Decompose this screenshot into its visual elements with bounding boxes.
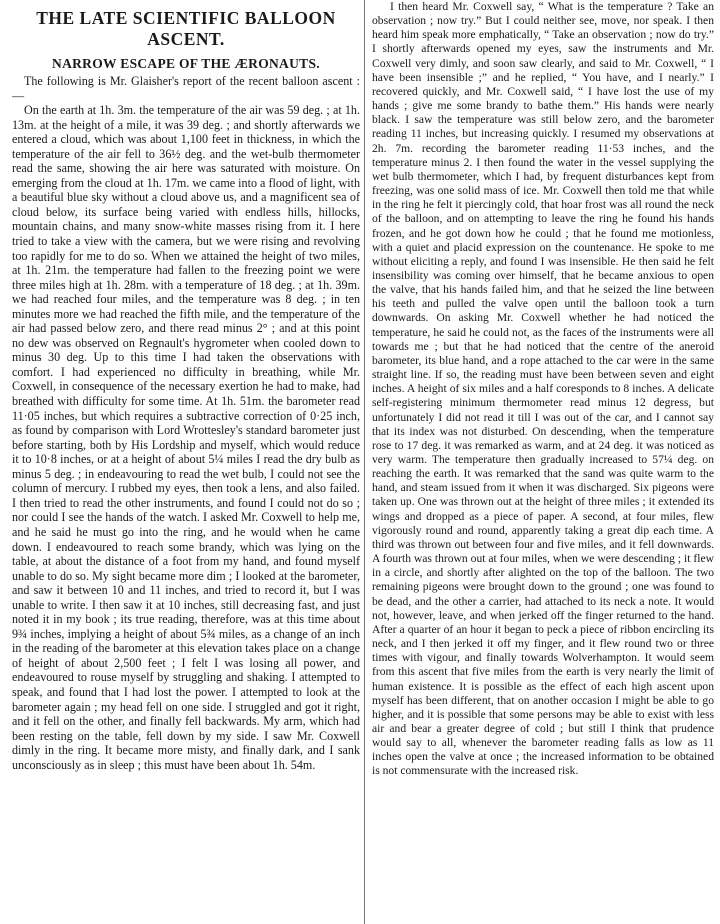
title-line-1: THE LATE SCIENTIFIC BALLOON	[36, 8, 336, 28]
left-column	[12, 8, 360, 920]
right-column	[372, 0, 714, 922]
article-subheading: NARROW ESCAPE OF THE ÆRONAUTS.	[52, 56, 320, 71]
title-line-2: ASCENT.	[147, 29, 225, 49]
article-title	[12, 8, 360, 50]
right-column-text: I then heard Mr. Coxwell say, “ What is the temperature ? Take an observation ; now try.” But I could neither see, move, nor speak. I then heard him speak more emphatically, “ Take an observation ; now do try.” I shortly afterwards opened my eyes, saw the instruments and Mr. Coxwell very dimly, and soon saw clearly, and said to Mr. Coxwell, “ I have been insensible ;” and he replied, “ You have, and I nearly.” I recovered quickly, and Mr. Coxwell said, “ I have lost the use of my hands ; give me some brandy to bathe them.” His hands were nearly black. I saw the temperature was still below zero, and the barometer reading 11 inches, but increasing quickly. I resumed my observations at 2h. 7m. recording the barometer reading 11·53 inches, and the temperature minus 2. I then found the water in the vessel supplying the wet bulb thermometer, which I had, by frequent disturbances kept from freezing, was one solid mass of ice. Mr. Coxwell then told me that while in the ring he felt it piercingly cold, that hoar frost was all round the neck of the balloon, and on attempting to leave the ring he found his hands frozen, and he got down how he could ; that he found me motionless, with a quiet and placid expression on the countenance. He spoke to me without eliciting a reply, and found I was insensible. He then said he felt insensibility was coming over himself, that he became anxious to open the valve, that his hands failed him, and that he seized the line between his teeth and pulled the valve open until the balloon took a turn downwards. On asking Mr. Coxwell whether he had noticed the temperature, he said he could not, as the faces of the instruments were all towards me ; but that he had noticed that the centre of the aneroid barometer, its blue hand, and a rope attached to the car were in the same straight line. If so, the reading must have been between seven and eight inches. A height of six miles and a half coresponds to 8 inches. A delicate self-registering minimum thermometer read minus 12 degress, but unfortunately I did not read it till I was out of the car, and I cannot say that its index was not disturbed. On descending, when the temperature rose to 17 deg. it was remarked as warm, and at 24 deg. it was noticed as very warm. The temperature then gradually increased to 57¼ deg. on reaching the earth. It was remarked that the sand was quite warm to the hand, and steam issued from it when it was discharged. Six pigeons were taken up. One was thrown out at the height of three miles ; it extended its wings and dropped as a piece of paper. A second, at four miles, flew vigorously round and round, apparently taking a great dip each time. A third was thrown out between four and five miles, and it fell downwards. A fourth was thrown out at four miles, when we were descending ; it flew in a circle, and shortly after alighted on the top of the balloon. The two remaining pigeons were brought down to the ground ; one was found to be dead, and the other a carrier, had attached to its neck a note. It would not, however, leave, and when jerked off the finger returned to the hand. After a quarter of an hour it began to peck a piece of ribbon encircling its neck, and I then jerked it off my finger, and it flew round two or three times with vigour, and finally towards Wolverhampton. It would seem from this ascent that five miles from the earth is very nearly the limit of human existence. It is possible as the effect of each high ascent upon myself has been different, that on another occasion I might be able to go higher, and it is possible that some persons may be able to exist with less air and bear a greater degree of cold ; but still I think that prudence would say to all, whenever the barometer reading falls as low as 11 inches open the valve at once ; the increased information to be obtained is not commensurate with the increased risk.	[372, 0, 714, 778]
intro-paragraph: The following is Mr. Glaisher's report of the recent balloon ascent :—	[12, 74, 360, 103]
column-divider	[364, 0, 365, 924]
left-column-text: On the earth at 1h. 3m. the temperature of the air was 59 deg. ; at 1h. 13m. at the height of a mile, it was 39 deg. ; and shortly afterwards we entered a cloud, which was about 1,100 feet in thickness, in which the temperature of the air fell to 36½ deg. and the wet-bulb thermometer read the same, showing the air here was saturated with moisture. On emerging from the cloud at 1h. 17m. we came into a flood of light, with a beautiful blue sky without a cloud above us, and a magnificent sea of cloud below, its surface being varied with endless hills, hillocks, mountain chains, and many snow-white masses rising from it. I here tried to take a view with the camera, but we were rising and revolving too rapidly for me to do so. When we attained the height of two miles, at 1h. 21m. the temperature had fallen to the freezing point we were three miles high at 1h. 28m. with a temperature of 18 deg. ; at 1h. 39m. we had reached four miles, and the temperature was 8 deg. ; in ten minutes more we had reached the fifth mile, and the temperature of the air had passed below zero, and there read minus 2° ; and at this point no dew was observed on Regnault's hygrometer when cooled down to minus 30 deg. Up to this time I had taken the observations with comfort. I had experienced no difficulty in breathing, while Mr. Coxwell, in consequence of the necessary exertion he had to make, had breathed with difficulty for some time. At 1h. 51m. the barometer read 11·05 inches, but which requires a subtractive correction of 0·25 inch, as found by comparison with Lord Wrottesley's standard barometer just before starting, both by His Lordship and myself, which would reduce it to 10·8 inches, or at a height of about 5¼ miles I read the dry bulb as minus 5 deg. ; in endeavouring to read the wet bulb, I could not see the column of mercury. I rubbed my eyes, then took a lens, and also failed. I then tried to read the other instruments, and found I could not do so ; nor could I see the hands of the watch. I asked Mr. Coxwell to help me, and he said he must go into the ring, and he would when he came down. I endeavoured to reach some brandy, which was lying on the table, at about the distance of a foot from my hand, and found myself unable to do so. My sight became more dim ; I looked at the barometer, and saw it between 10 and 11 inches, and tried to record it, but I was unable to write. I then saw it at 10 inches, still decreasing fast, and just noted it in my book ; its true reading, therefore, was at this time about 9¾ inches, implying a height of about 5¾ miles, as a change of an inch in the reading of the barometer at this elevation takes place on a change of height of about 2,500 feet ; I felt I was losing all power, and endeavoured to rouse myself by struggling and shaking. I attempted to speak, and found that I had lost the power. I attempted to look at the barometer again ; my head fell on one side. I struggled and got it right, and it fell on the other, and finally fell backwards. My arm, which had been resting on the table, fell down by my side. I saw Mr. Coxwell dimly in the ring. It became more misty, and finally dark, and I sank unconsciously as in sleep ; this must have been about 1h. 54m.	[12, 103, 360, 772]
